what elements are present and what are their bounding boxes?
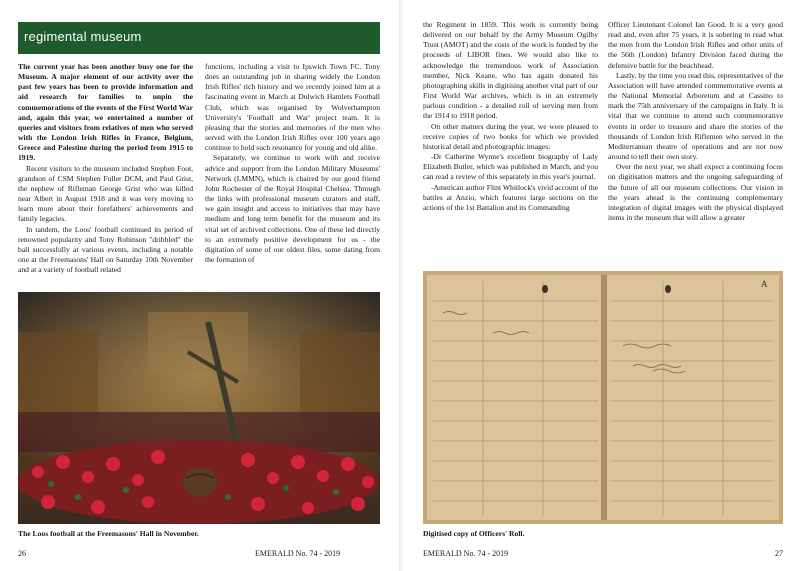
right-column-1 — [423, 20, 598, 213]
left-page-number: 26 — [18, 549, 26, 558]
left-page — [0, 0, 400, 571]
right-column-2 — [608, 20, 783, 223]
paragraph: Lastly, by the time you read this, representatives of the Association will have attended commemorative events at the National Memorial Arboretum and at Cassino to mark the 75th anniversary of the campaigns in Italy. It is vital that we continue to attend such commemorative events in order to treasure and share the stories of the thousands of London Irish Riflemen who served in the Mediterranean theatre of operations and are not now around to tell their own story. — [608, 70, 783, 162]
paragraph: On other matters during the year, we were pleased to receive copies of two books for which we provided historical detail and photographic images: — [423, 121, 598, 151]
paragraph: the Regiment in 1859. This work is currently being delivered on our behalf by the Army Museum Ogilby Trust (AMOT) and the costs of the work is funded by the proceeds of LIBOR fines. We would also like to acknowledge the tremendous work of Association member, Nick Keane, who has again donated his photographing skills in digitising another vital part of our First World War archives, which is in an extremely parlous condition - a detailed roll of serving men from the 1914 to 1918 period. — [423, 20, 598, 121]
officers-roll-photo — [423, 271, 783, 524]
left-column-1 — [18, 62, 193, 275]
paragraph: In tandem, the Loos' football continued its period of renowned popularity and Tony Robinson "dribbled" the ball successfully at various events, including a notable one at the Freemasons' Hall on Saturday 10th November and at a variety of football related — [18, 224, 193, 275]
freemasons-hall-photo-image — [18, 292, 380, 524]
right-page-number: 27 — [775, 549, 783, 558]
left-column-2 — [205, 62, 380, 265]
paragraph: -American author Flint Whitlock's vivid account of the battles at Anzio, which features large sections on the actions of the 1st Battalion and its Commanding — [423, 182, 598, 212]
paragraph: Recent visitors to the museum included Stephen Foot, grandson of CSM Stephen Fuller DCM, and Paul Grist, the nephew of Rifleman George Grist who was killed near Albert in August 1918 and it was very moving to learn more about their forefathers' achievements and family legacies. — [18, 163, 193, 224]
paragraph: Over the next year, we shall expect a continuing focus on digitisation matters and the ongoing safeguarding of the future of all our museum collections. Our vision in the years ahead is the continuing complementary integration of digital images with the physical displayed items in the museum that will allow a greater — [608, 162, 783, 222]
right-photo-caption: Digitised copy of Officers' Roll. — [423, 529, 525, 538]
right-page — [403, 0, 803, 571]
paragraph: Officer Lieutenant Colonel Ian Good. It is a very good read and, even after 75 years, it is sobering to read what the men from the London Irish Rifles and other units of the 56th (London) Infantry Division faced during the defensive battle for the beachhead. — [608, 20, 783, 70]
paragraph: Separately, we continue to work with and receive advice and support from the London Military Museums' Network (LMMN), which is chaired by our good friend John Rochester of the Royal Hospital Chelsea. Through the links with professional museum curators and staff, we gain insight and access to initiatives that may have medium and long term benefit for the museum and its vital set of archived collections. One of these led directly to an extremely positive development for us - the digitation of some of our oldest files, some dating from the formation of — [205, 153, 380, 264]
football-photo — [18, 292, 380, 524]
section-banner — [18, 22, 380, 54]
paragraph: functions, including a visit to Ipswich Town FC. Tony does an outstanding job in sharing widely the London Irish Rifles' rich history and we recently joined him at a fascinating event in March at Dulwich Hamlets Football Club, which was organised by Wolverhampton University's 'Football and War' project team. It is pleasing that the stories and memories of the men who served with the London Irish Rifles over 100 years ago continue to hold such resonance for young and old alike. — [205, 62, 380, 153]
left-photo-caption: The Loos football at the Freemasons' Hall in November. — [18, 529, 199, 538]
paragraph: -Dr Catherine Wynne's excellent biography of Lady Elizabeth Butler, which was published in March, and you can read a review of this separately in this year's journal. — [423, 152, 598, 182]
section-title: regimental museum — [24, 29, 142, 44]
left-footer: EMERALD No. 74 - 2019 — [255, 549, 341, 558]
right-footer: EMERALD No. 74 - 2019 — [423, 549, 509, 558]
officers-roll-image — [423, 271, 783, 524]
intro-paragraph: The current year has been another busy one for the Museum. A major element of our activity over the past few years has been to provide information and aid research for families to unpin the commemorations of the events of the First World War and, again this year, we entertained a number of queries and visitors from relatives of men who served with the London Irish Rifles in France, Belgium, Greece and Palestine during the period from 1915 to 1919. — [18, 62, 193, 163]
svg-text:A: A — [761, 279, 768, 289]
